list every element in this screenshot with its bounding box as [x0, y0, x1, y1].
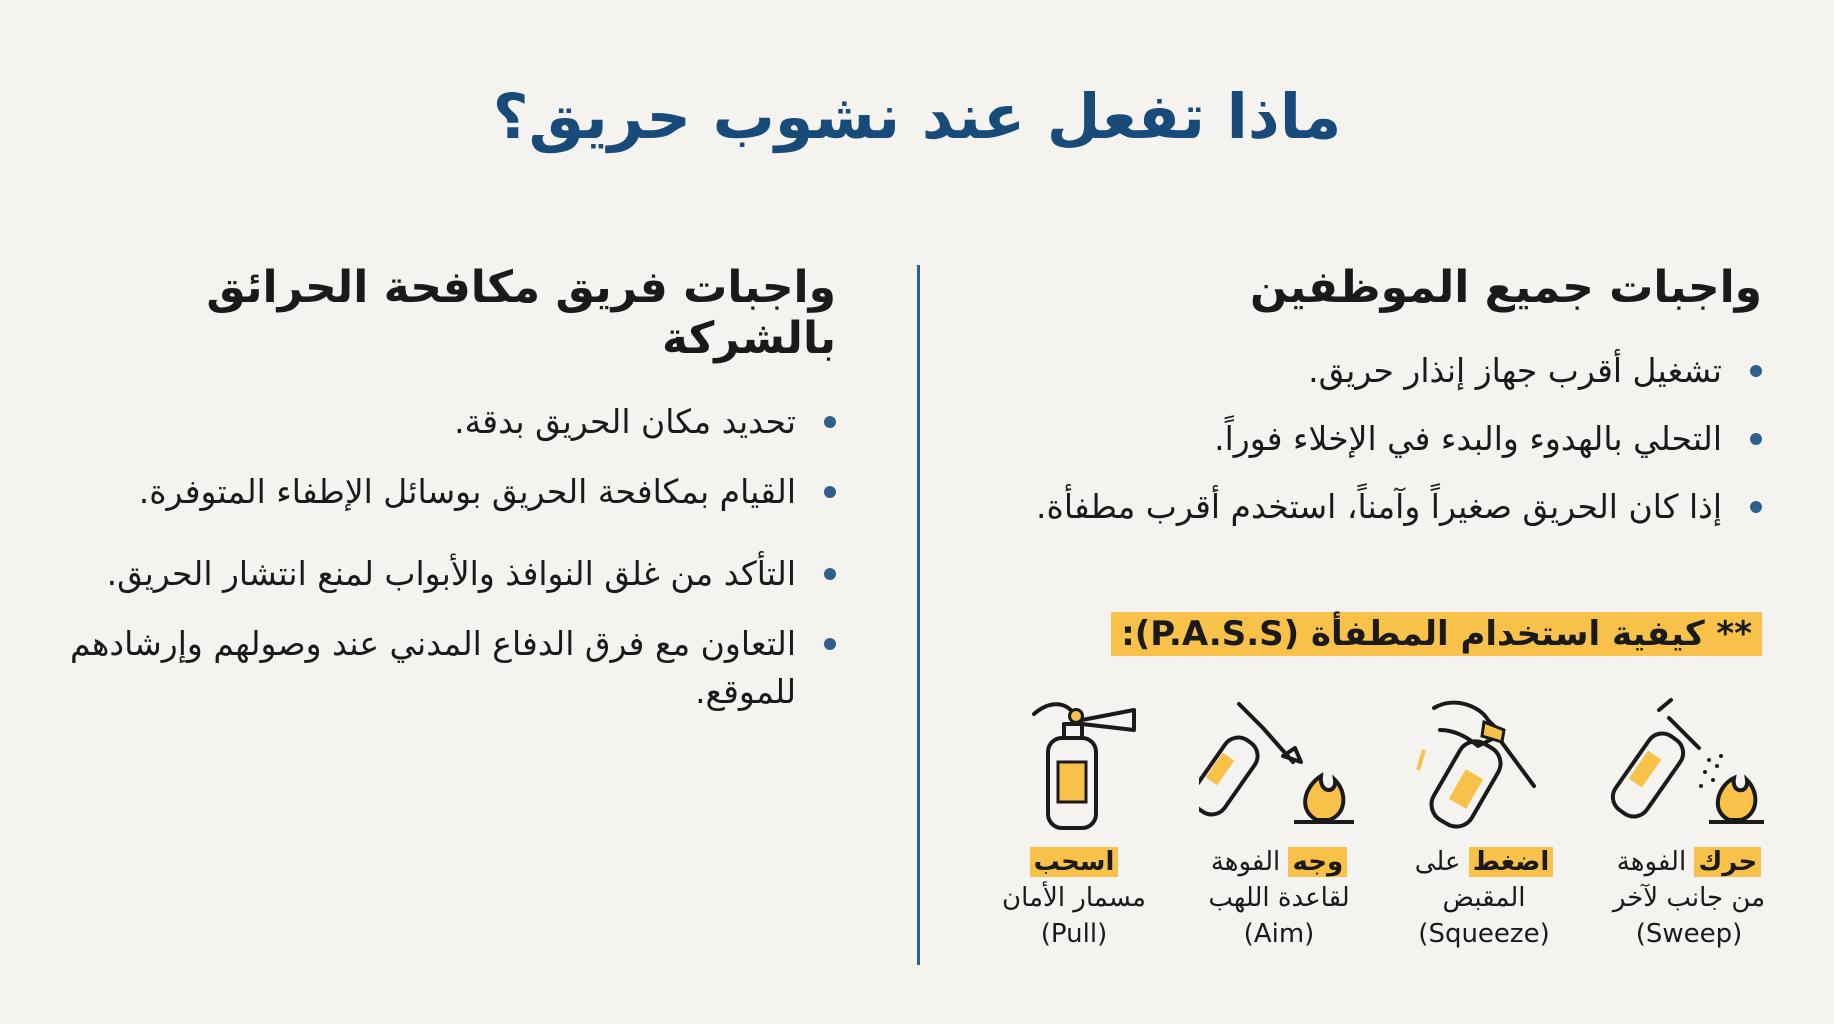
pass-step-aim	[1194, 690, 1364, 952]
list-item: تشغيل أقرب جهاز إنذار حريق.	[962, 347, 1762, 395]
step-text: على	[1414, 847, 1461, 877]
team-section	[56, 262, 836, 738]
step-english: (Aim)	[1243, 919, 1315, 949]
list-item: إذا كان الحريق صغيراً وآمناً، استخدم أقرب مطفأة.	[962, 483, 1762, 531]
step-text: مسمار الأمان	[1002, 883, 1146, 913]
team-list	[56, 398, 836, 716]
pass-step-sweep	[1604, 690, 1774, 952]
employees-list	[962, 347, 1762, 531]
list-item: التعاون مع فرق الدفاع المدني عند وصولهم وإرشادهم للموقع.	[56, 620, 836, 716]
step-text: من جانب لآخر	[1612, 883, 1766, 913]
step-text: المقبض	[1442, 883, 1526, 913]
list-item: القيام بمكافحة الحريق بوسائل الإطفاء المتوفرة.	[56, 468, 836, 516]
sweep-extinguisher-icon	[1609, 690, 1769, 830]
pass-step-squeeze	[1399, 690, 1569, 952]
employees-section	[962, 262, 1762, 551]
pull-pin-icon	[994, 690, 1154, 830]
step-text: لقاعدة اللهب	[1208, 883, 1350, 913]
step-english: (Sweep)	[1635, 919, 1743, 949]
list-item: التأكد من غلق النوافذ والأبواب لمنع انتشار الحريق.	[56, 550, 836, 598]
pass-title: ** كيفية استخدام المطفأة (P.A.S.S):	[1111, 612, 1762, 656]
pass-steps	[954, 690, 1774, 980]
step-text: الفوهة	[1210, 847, 1281, 877]
step-text: الفوهة	[1616, 847, 1687, 877]
step-keyword: اضغط	[1469, 847, 1554, 877]
step-keyword: حرك	[1694, 847, 1761, 877]
page-title: ماذا تفعل عند نشوب حريق؟	[492, 80, 1342, 153]
step-keyword: اسحب	[1030, 847, 1119, 877]
column-divider	[917, 265, 920, 965]
pass-step-pull	[989, 690, 1159, 952]
step-english: (Squeeze)	[1418, 919, 1550, 949]
employees-heading: واجبات جميع الموظفين	[1249, 262, 1762, 313]
step-keyword: وجه	[1288, 847, 1347, 877]
team-heading: واجبات فريق مكافحة الحرائق بالشركة	[206, 262, 836, 364]
list-item: تحديد مكان الحريق بدقة.	[56, 398, 836, 446]
list-item: التحلي بالهدوء والبدء في الإخلاء فوراً.	[962, 415, 1762, 463]
step-english: (Pull)	[1040, 919, 1108, 949]
aim-nozzle-icon	[1199, 690, 1359, 830]
squeeze-handle-icon	[1404, 690, 1564, 830]
